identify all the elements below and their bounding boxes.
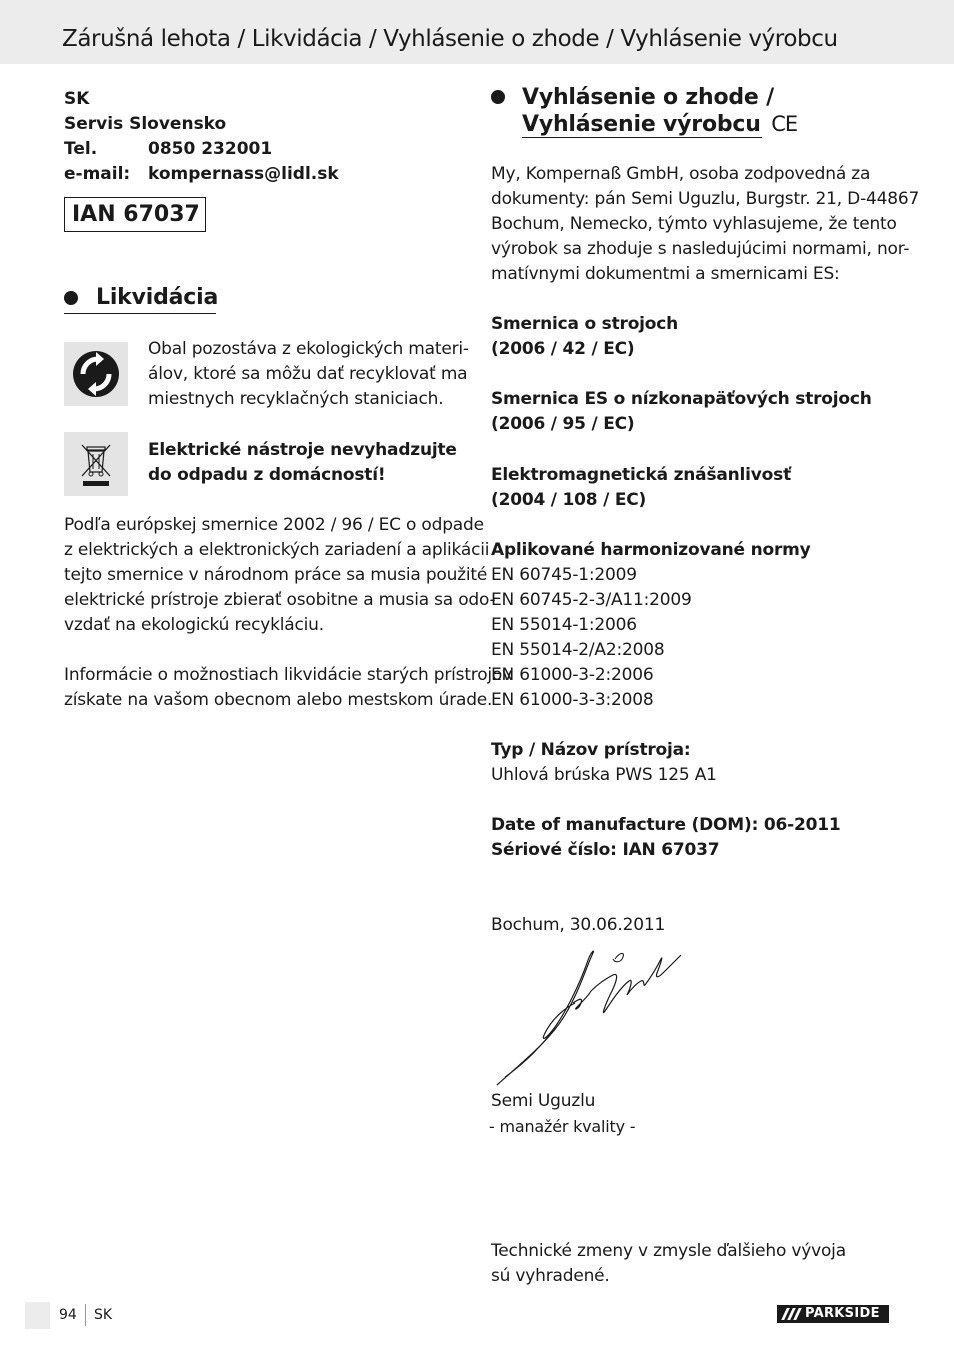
serial-line: Sériové číslo: IAN 67037 [491,840,720,860]
machinery-directive-code: (2006 / 42 / EC) [491,339,635,359]
info-text-1: Informácie o možnostiach likvidácie starých prístrojov [64,665,512,685]
standard-item: EN 55014-2/A2:2008 [491,640,665,660]
standard-item: EN 61000-3-2:2006 [491,665,654,685]
contact-service: Servis Slovensko [64,114,227,134]
signature-image [495,945,695,1090]
intro-text-4: výrobok sa zhoduje s nasledujúcimi normami, nor- [491,239,910,259]
standards-heading: Aplikované harmonizované normy [491,540,811,560]
declaration-title-1: Vyhlásenie o zhode / [522,85,774,110]
standard-item: EN 60745-2-3/A11:2009 [491,590,692,610]
dom-line: Date of manufacture (DOM): 06-2011 [491,815,841,835]
page-corner-marker [25,1302,50,1329]
low-voltage-directive: Smernica ES o nízkonapäťových strojoch [491,389,872,409]
standard-item: EN 60745-1:2009 [491,565,637,585]
page-number: 94 [59,1307,77,1323]
emc-directive: Elektromagnetická znášanlivosť [491,465,792,485]
directive-text-3: tejto smernice v národnom práce sa musia použité [64,565,488,585]
footer-language: SK [94,1307,113,1323]
email-value: kompernass@lidl.sk [148,164,339,184]
directive-text-1: Podľa európskej smernice 2002 / 96 / EC o odpade [64,515,484,535]
email-label: e-mail: [64,164,131,184]
place-date: Bochum, 30.06.2011 [491,915,666,935]
tech-changes-1: Technické zmeny v zmysle ďalšieho vývoja [491,1241,846,1261]
section-bullet [491,90,505,104]
footer-separator [85,1304,86,1326]
emc-directive-code: (2004 / 108 / EC) [491,490,647,510]
recycling-icon [64,342,128,406]
signer-name: Semi Uguzlu [491,1091,596,1111]
contact-tel [64,137,272,162]
packaging-text-1: Obal pozostáva z ekologických materi- [148,339,469,359]
ian-box: IAN 67037 [64,197,206,232]
warning-text-1: Elektrické nástroje nevyhadzujte [148,440,457,460]
parkside-logo [777,1305,889,1323]
packaging-text-3: miestnych recyklačných staniciach. [148,389,444,409]
contact-email [64,162,339,187]
section-bullet [64,291,78,305]
disposal-title: Likvidácia [96,285,219,310]
tel-label: Tel. [64,139,98,159]
directive-text-2: z elektrických a elektronických zariadení a aplikácii [64,540,490,560]
standard-item: EN 61000-3-3:2008 [491,690,654,710]
signer-role: - manažér kvality - [489,1117,636,1136]
type-value: Uhlová brúska PWS 125 A1 [491,765,717,785]
type-label: Typ / Názov prístroja: [491,740,691,760]
contact-country: SK [64,89,90,109]
intro-text-3: Bochum, Nemecko, týmto vyhlasujeme, že tento [491,214,897,234]
machinery-directive: Smernica o strojoch [491,314,679,334]
packaging-text-2: álov, ktoré sa môžu dať recyklovať ma [148,364,468,384]
intro-text-2: dokumenty: pán Semi Uguzlu, Burgstr. 21, D-44867 [491,189,920,209]
low-voltage-directive-code: (2006 / 95 / EC) [491,414,635,434]
intro-text-1: My, Kompernaß GmbH, osoba zodpovedná za [491,164,871,184]
declaration-title-2: Vyhlásenie výrobcu CE [522,112,798,137]
standard-item: EN 55014-1:2006 [491,615,637,635]
tel-value: 0850 232001 [148,139,273,159]
page-title: Zárušná lehota / Likvidácia / Vyhlásenie o zhode / Vyhlásenie výrobcu [62,26,838,52]
directive-text-5: vzdať na ekologickú recykláciu. [64,615,324,635]
directive-text-4: elektrické prístroje zbierať osobitne a musia sa odo- [64,590,496,610]
disposal-title-underline [64,313,216,314]
ce-mark-icon: CE [771,112,798,136]
info-text-2: získate na vašom obecnom alebo mestskom úrade. [64,690,493,710]
brand-name: PARKSIDE [805,1306,880,1321]
weee-bin-icon [64,432,128,496]
warning-text-2: do odpadu z domácností! [148,465,386,485]
tech-changes-2: sú vyhradené. [491,1266,610,1286]
declaration-title-underline [522,137,762,138]
intro-text-5: matívnymi dokumentmi a smernicami ES: [491,264,840,284]
